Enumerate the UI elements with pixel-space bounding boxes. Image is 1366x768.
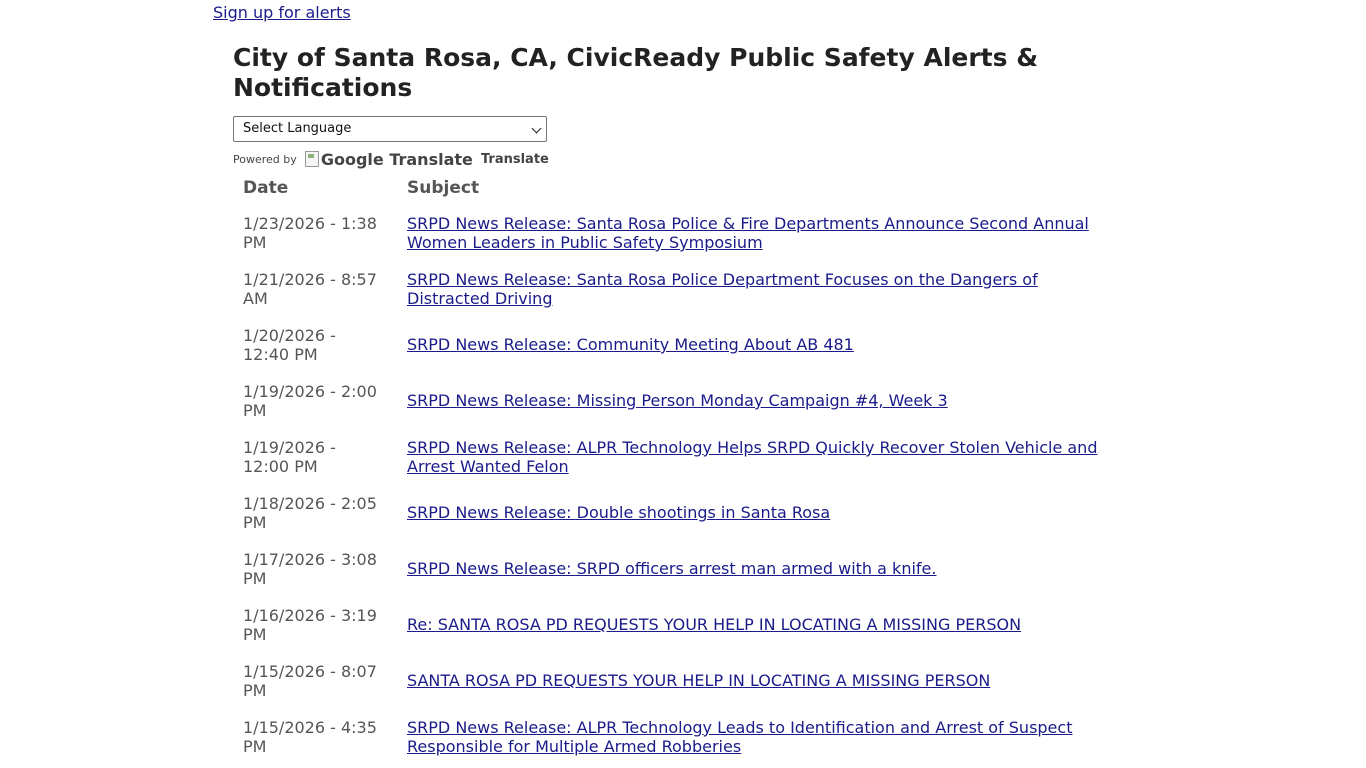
alert-subject-cell [397,430,1113,486]
alert-subject-link[interactable]: SRPD News Release: Double shootings in Santa Rosa [407,503,831,522]
alert-date: 1/18/2026 - 2:05 PM [243,494,377,532]
alert-date: 1/20/2026 - 12:40 PM [243,326,336,364]
language-select-value: Select Language [243,121,352,136]
alerts-table [233,174,1113,766]
powered-by-label: Powered by [233,153,297,166]
table-row [233,598,1113,654]
table-row [233,318,1113,374]
alert-date: 1/21/2026 - 8:57 AM [243,270,377,308]
subject-column-header: Subject [407,178,480,198]
page-title: City of Santa Rosa, CA, CivicReady Public Safety Alerts & Notifications [233,43,1039,102]
alert-subject-link[interactable]: SRPD News Release: Community Meeting About AB 481 [407,335,854,354]
table-row [233,374,1113,430]
alert-subject-cell [397,318,1113,374]
google-translate-alt-text: Google Translate [320,150,473,169]
alert-subject-link[interactable]: SRPD News Release: ALPR Technology Leads to Identification and Arrest of Suspect Responsible for Multiple Armed Robberies [407,718,1073,756]
table-row [233,486,1113,542]
table-row [233,262,1113,318]
alert-subject-link[interactable]: SANTA ROSA PD REQUESTS YOUR HELP IN LOCATING A MISSING PERSON [407,671,991,690]
alert-date: 1/17/2026 - 3:08 PM [243,550,377,588]
table-row [233,206,1113,262]
table-row [233,710,1113,766]
alert-date: 1/19/2026 - 12:00 PM [243,438,336,476]
alert-date: 1/16/2026 - 3:19 PM [243,606,377,644]
table-header-row [233,174,1113,206]
google-translate-attribution [233,149,549,169]
alert-subject-link[interactable]: SRPD News Release: SRPD officers arrest man armed with a knife. [407,559,937,578]
alert-subject-link[interactable]: SRPD News Release: Missing Person Monday Campaign #4, Week 3 [407,391,948,410]
chevron-down-icon [532,124,542,134]
alert-subject-cell [397,598,1113,654]
alert-subject-cell [397,542,1113,598]
alert-subject-link[interactable]: SRPD News Release: ALPR Technology Helps SRPD Quickly Recover Stolen Vehicle and Arrest Wanted Felon [407,438,1098,476]
table-row [233,654,1113,710]
alert-subject-cell [397,486,1113,542]
alert-date: 1/15/2026 - 4:35 PM [243,718,377,756]
google-translate-logo [305,150,473,169]
alert-subject-cell [397,206,1113,262]
alert-subject-cell [397,654,1113,710]
table-row [233,430,1113,486]
alert-subject-cell [397,710,1113,766]
table-row [233,542,1113,598]
translate-link[interactable]: Translate [480,152,549,167]
alerts-table-body [233,206,1113,766]
alert-subject-cell [397,262,1113,318]
alert-subject-link[interactable]: Re: SANTA ROSA PD REQUESTS YOUR HELP IN LOCATING A MISSING PERSON [407,615,1022,634]
alert-date: 1/23/2026 - 1:38 PM [243,214,377,252]
alert-subject-link[interactable]: SRPD News Release: Santa Rosa Police & Fire Departments Announce Second Annual Women Leaders in Public Safety Symposium [407,214,1089,252]
alert-subject-link[interactable]: SRPD News Release: Santa Rosa Police Department Focuses on the Dangers of Distracted Driving [407,270,1038,308]
sign-up-for-alerts-link[interactable]: Sign up for alerts [213,3,351,22]
alert-date: 1/19/2026 - 2:00 PM [243,382,377,420]
alert-subject-cell [397,374,1113,430]
alert-date: 1/15/2026 - 8:07 PM [243,662,377,700]
broken-image-icon [305,151,319,167]
date-column-header: Date [243,178,289,198]
language-select[interactable] [233,116,547,142]
